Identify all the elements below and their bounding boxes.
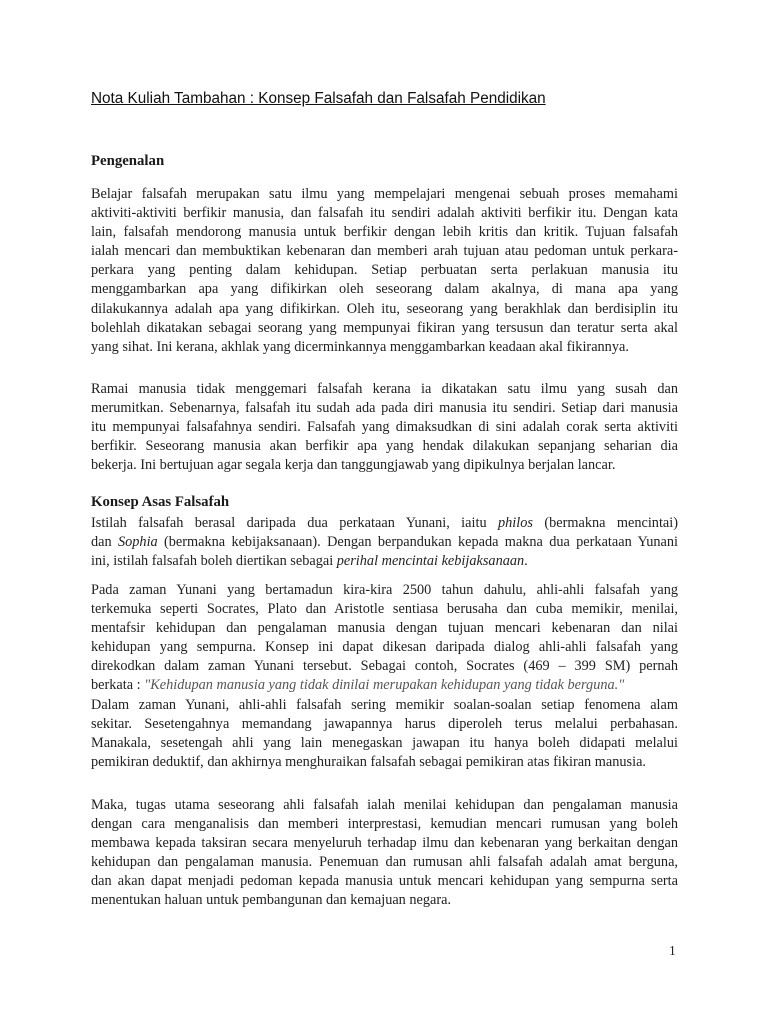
- paragraph-1: [91, 185, 678, 357]
- paragraph-2: [91, 380, 678, 475]
- paragraph-line: aktiviti-aktiviti berfikir manusia, dan falsafah itu sendiri adalah aktiviti berfikir itu. Dengan kata: [91, 205, 678, 222]
- paragraph-line: terkemuka seperti Socrates, Plato dan Aristotle sentiasa berusaha dan cuba memikir, menilai,: [91, 601, 678, 618]
- document-title: Nota Kuliah Tambahan : Konsep Falsafah dan Falsafah Pendidikan: [91, 90, 546, 107]
- paragraph-line: Maka, tugas utama seseorang ahli falsafah ialah menilai kehidupan dan pengalaman manusia: [91, 797, 678, 813]
- paragraph-line: Pada zaman Yunani yang bertamadun kira-kira 2500 tahun dahulu, ahli-ahli falsafah yang: [91, 582, 678, 598]
- paragraph-line: direkodkan dalam zaman Yunani tersebut. Sebagai contoh, Socrates (469 – 399 SM) pernah: [91, 658, 678, 675]
- socrates-quote: "Kehidupan manusia yang tidak dinilai merupakan kehidupan yang tidak berguna.": [144, 677, 625, 694]
- paragraph-3: [91, 514, 678, 571]
- paragraph-line: menggambarkan apa yang difikirkan oleh seseorang dalam akalnya, di mana apa yang: [91, 281, 678, 298]
- paragraph-line: bolehlah dikatakan sebagai seorang yang mempunyai fikiran yang tersusun dan teratur serta akal: [91, 319, 678, 336]
- paragraph-line: pemikiran deduktif, dan akhirnya menghuraikan falsafah sebagai pemikiran atas fikiran manusia.: [91, 753, 646, 770]
- paragraph-line: [91, 676, 678, 695]
- paragraph-line: ialah mencari dan membuktikan kebenaran dan memberi arah tujuan atau pedoman untuk perkara-: [91, 243, 678, 260]
- paragraph-line: perkara yang penting dalam kehidupan. Setiap perbuatan serta perlakuan manusia itu: [91, 262, 678, 279]
- text-run: Istilah falsafah berasal daripada dua perkataan Yunani, iaitu: [91, 515, 498, 531]
- text-run: dan: [91, 534, 118, 551]
- paragraph-line: dan akan dapat menjadi pedoman kepada manusia untuk mencari kehidupan yang sempurna serta: [91, 873, 678, 890]
- text-run: (bermakna mencintai): [532, 515, 678, 531]
- paragraph-line: [91, 552, 678, 571]
- page-number: 1: [669, 943, 676, 958]
- paragraph-line: membawa kepada taksiran secara menyeluruh terhadap ilmu dan kebenaran yang berkaitan dengan: [91, 835, 678, 852]
- paragraph-line: sekitar. Sesetengahnya memandang jawapannya harus diperoleh terus melalui perbahasan.: [91, 715, 678, 732]
- paragraph-line: mentafsir kehidupan dan pengalaman manusia dengan tujuan mencari kebenaran dan nilai: [91, 620, 678, 637]
- paragraph-4: [91, 581, 678, 772]
- paragraph-line: yang sihat. Ini kerana, akhlak yang dicerminkannya menggambarkan keadaan akal fikirannya.: [91, 338, 629, 355]
- paragraph-line: Belajar falsafah merupakan satu ilmu yang mempelajari mengenai sebuah proses memahami: [91, 186, 678, 202]
- paragraph-5: [91, 796, 678, 911]
- section-heading-pengenalan: Pengenalan: [91, 153, 165, 169]
- paragraph-line: [91, 533, 678, 552]
- section-heading-konsep-asas: Konsep Asas Falsafah: [91, 494, 230, 510]
- text-run: ini, istilah falsafah boleh diertikan sebagai: [91, 553, 337, 570]
- term-philos: philos: [497, 515, 533, 531]
- paragraph-line: menentukan haluan untuk pembangunan dan kemajuan negara.: [91, 892, 452, 909]
- paragraph-line: dilakukannya adalah apa yang difikirkan. Oleh itu, seseorang yang berakhlak dan berdisiplin itu: [91, 300, 678, 317]
- paragraph-line: kehidupan dan pengalaman manusia. Penemuan dan rumusan ahli falsafah adalah amat berguna,: [91, 854, 678, 871]
- paragraph-line: lain, falsafah mendorong manusia untuk berfikir dengan lebih kritis dan kritik. Tujuan falsafah: [91, 224, 678, 241]
- paragraph-line: Manakala, sesetengah ahli yang lain menegaskan jawapan itu hanya boleh didapati melalui: [91, 734, 678, 751]
- text-run: (bermakna kebijaksanaan). Dengan berpandukan kepada makna dua perkataan Yunani: [157, 534, 679, 551]
- paragraph-line: [91, 514, 678, 533]
- paragraph-line: Ramai manusia tidak menggemari falsafah kerana ia dikatakan satu ilmu yang susah dan: [91, 381, 678, 397]
- paragraph-line: itu mempunyai falsafahnya sendiri. Falsafah yang dimaksudkan di sini adalah corak serta aktiviti: [91, 419, 678, 436]
- paragraph-line: bekerja. Ini bertujuan agar segala kerja dan tanggungjawab yang dipikulnya berjalan lancar.: [91, 457, 616, 474]
- paragraph-line: merumitkan. Sebenarnya, falsafah itu sudah ada pada diri manusia itu sendiri. Setiap dari manusia: [91, 400, 678, 417]
- term-sophia: Sophia: [117, 534, 158, 551]
- paragraph-line: berfikir. Seseorang manusia akan berfikir apa yang hendak dilakukan sepanjang seharian dia: [91, 438, 678, 455]
- term-definition: perihal mencintai kebijaksanaan: [336, 553, 525, 570]
- paragraph-line: kehidupan yang sempurna. Konsep ini dapat dikesan daripada dialog ahli-ahli falsafah yang: [91, 639, 678, 656]
- text-run: berkata :: [91, 677, 145, 694]
- paragraph-line: dengan cara menganalisis dan memberi interprestasi, kemudian mencari rumusan yang boleh: [91, 816, 678, 833]
- text-run: .: [524, 553, 528, 570]
- paragraph-line: Dalam zaman Yunani, ahli-ahli falsafah sering memikir soalan-soalan setiap fenomena alam: [91, 696, 678, 713]
